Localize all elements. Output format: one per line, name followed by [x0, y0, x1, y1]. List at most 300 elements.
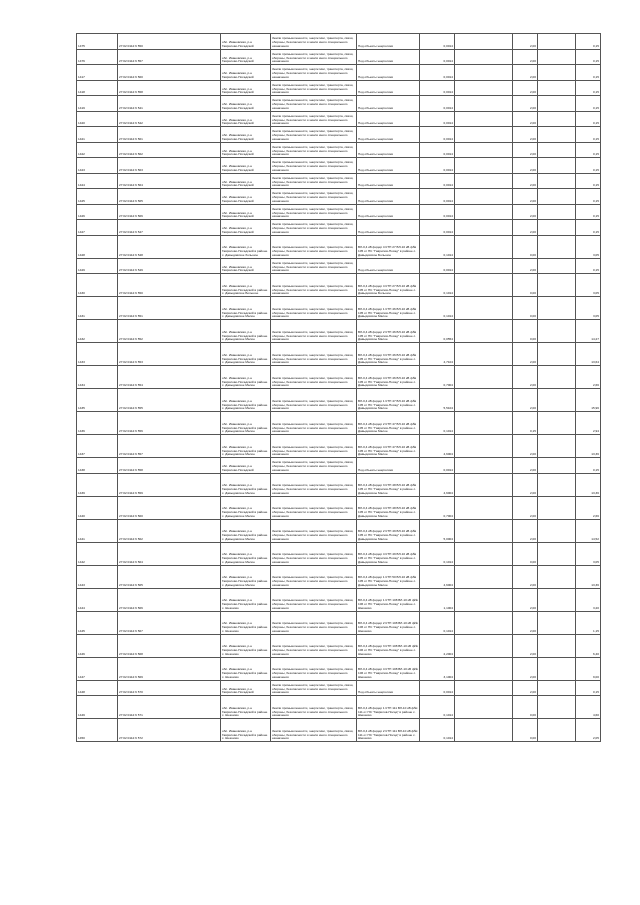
rate-cell: 2,00: [513, 49, 538, 65]
rate-cell: 2,00: [513, 588, 538, 611]
record-number-cell: 1427: [77, 220, 118, 236]
empty-cell: [538, 235, 576, 258]
rate-cell: 2,00: [513, 366, 538, 389]
record-number-cell: 1425: [77, 189, 118, 205]
permitted-use-cell: Под объекты энергетики: [357, 204, 420, 220]
rate-cell: 2,00: [513, 96, 538, 112]
land-category-cell: Земли промышленности, энергетики, транспорта, связи, обороны, безопасности и земли иного специального назначения: [271, 34, 357, 50]
address-cell: обл. Ивановская, р-н Гаврилово-Посадский: [221, 34, 271, 50]
table-row: [77, 235, 601, 258]
table-row: [77, 680, 601, 696]
address-cell: обл. Ивановская, р-н Гаврилово-Посадский: [221, 96, 271, 112]
cadastral-number-cell: 27:02:0112:6 557: [118, 435, 221, 458]
empty-cell: [455, 719, 513, 742]
record-number-cell: 1437: [77, 435, 118, 458]
rate-cell: 2,00: [513, 389, 538, 412]
area-cell: 1,1004: [420, 588, 455, 611]
rate-cell: 2,00: [513, 173, 538, 189]
cadastral-number-cell: 27:02:0112:6 558: [118, 80, 221, 96]
land-category-cell: Земли промышленности, энергетики, транспорта, связи, обороны, безопасности и земли иного специального назначения: [271, 634, 357, 657]
permitted-use-cell: ВЛ-0,4 кВ фидер 4 КТП 49 ВЛ-10 кВ ф№ 105 от ПС "Гаврилов-Посад" в районе с. Давыдовское Малое: [357, 542, 420, 565]
tax-amount-cell: 2,05: [576, 719, 601, 742]
permitted-use-cell: Под объекты энергетики: [357, 80, 420, 96]
area-cell: 4,6004: [420, 473, 455, 496]
address-cell: обл. Ивановская, р-н Гаврилово-Посадский в районе с. Давыдовское Малое: [221, 297, 271, 320]
empty-cell: [538, 634, 576, 657]
empty-cell: [455, 235, 513, 258]
area-cell: 0,1014: [420, 542, 455, 565]
table-row: [77, 389, 601, 412]
cadastral-number-cell: 27:02:0112:6 570: [118, 680, 221, 696]
table-row: [77, 519, 601, 542]
address-cell: обл. Ивановская, р-н Гаврилово-Посадский в районе с. Давыдовское Малое: [221, 565, 271, 588]
record-number-cell: 1430: [77, 274, 118, 297]
record-number-cell: 1424: [77, 173, 118, 189]
empty-cell: [538, 412, 576, 435]
cadastral-number-cell: 27:02:0112:6 561: [118, 127, 221, 143]
land-category-cell: Земли промышленности, энергетики, транспорта, связи, обороны, безопасности и земли иного специального назначения: [271, 235, 357, 258]
tax-amount-cell: 13,64: [576, 343, 601, 366]
empty-cell: [455, 158, 513, 174]
empty-cell: [455, 435, 513, 458]
empty-cell: [538, 389, 576, 412]
address-cell: обл. Ивановская, р-н Гаврилово-Посадский в районе с. Давыдовское Большое: [221, 274, 271, 297]
land-category-cell: Земли промышленности, энергетики, транспорта, связи, обороны, безопасности и земли иного специального назначения: [271, 220, 357, 236]
area-cell: 0,0014: [420, 127, 455, 143]
tax-amount-cell: 0,15: [576, 258, 601, 274]
tax-amount-cell: 0,15: [576, 158, 601, 174]
table-row: [77, 111, 601, 127]
record-number-cell: 1431: [77, 297, 118, 320]
area-cell: 0,1014: [420, 297, 455, 320]
empty-cell: [455, 542, 513, 565]
land-category-cell: Земли промышленности, энергетики, транспорта, связи, обороны, безопасности и земли иного специального назначения: [271, 519, 357, 542]
empty-cell: [538, 34, 576, 50]
record-number-cell: 1420: [77, 111, 118, 127]
land-register-table: [76, 33, 601, 742]
empty-cell: [538, 458, 576, 474]
empty-cell: [455, 588, 513, 611]
empty-cell: [455, 189, 513, 205]
address-cell: обл. Ивановская, р-н Гаврилово-Посадский: [221, 142, 271, 158]
record-number-cell: 1433: [77, 343, 118, 366]
permitted-use-cell: ВЛ-0,4 кВ фидер 3 КТП 46 ВЛ-10 кВ ф№ 105 от ПС "Гаврилов-Посад" в районе с. Давыдовское Малое: [357, 343, 420, 366]
address-cell: обл. Ивановская, р-н Гаврилово-Посадский: [221, 65, 271, 81]
cadastral-number-cell: 27:02:0112:6 565: [118, 189, 221, 205]
rate-cell: 2,00: [513, 204, 538, 220]
empty-cell: [455, 657, 513, 680]
record-number-cell: 1444: [77, 588, 118, 611]
cadastral-number-cell: 27:02:0112:6 549: [118, 258, 221, 274]
cadastral-number-cell: 27:02:0112:6 564: [118, 173, 221, 189]
address-cell: обл. Ивановская, р-н Гаврилово-Посадский: [221, 111, 271, 127]
rate-cell: 2,00: [513, 111, 538, 127]
empty-cell: [455, 320, 513, 343]
empty-cell: [455, 80, 513, 96]
address-cell: обл. Ивановская, р-н Гаврилово-Посадский в районе с. Шекшово: [221, 657, 271, 680]
table-row: [77, 657, 601, 680]
empty-cell: [538, 96, 576, 112]
tax-amount-cell: 14,27: [576, 320, 601, 343]
permitted-use-cell: Под объекты энергетики: [357, 34, 420, 50]
area-cell: 0,1014: [420, 412, 455, 435]
address-cell: обл. Ивановская, р-н Гаврилово-Посадский: [221, 158, 271, 174]
tax-amount-cell: 13,36: [576, 473, 601, 496]
area-cell: 0,0014: [420, 34, 455, 50]
table-row: [77, 96, 601, 112]
rate-cell: 2,00: [513, 258, 538, 274]
land-category-cell: Земли промышленности, энергетики, транспорта, связи, обороны, безопасности и земли иного специального назначения: [271, 343, 357, 366]
empty-cell: [538, 80, 576, 96]
tax-amount-cell: 14,52: [576, 519, 601, 542]
permitted-use-cell: Под объекты энергетики: [357, 65, 420, 81]
table-row: [77, 496, 601, 519]
table-row: [77, 297, 601, 320]
cadastral-number-cell: 27:02:0112:6 554: [118, 366, 221, 389]
cadastral-number-cell: 27:02:0112:6 552: [118, 320, 221, 343]
address-cell: обл. Ивановская, р-н Гаврилово-Посадский: [221, 127, 271, 143]
area-cell: 3,1004: [420, 657, 455, 680]
address-cell: обл. Ивановская, р-н Гаврилово-Посадский: [221, 173, 271, 189]
area-cell: 0,0014: [420, 220, 455, 236]
record-number-cell: 1448: [77, 680, 118, 696]
area-cell: 0,0014: [420, 158, 455, 174]
permitted-use-cell: ВЛ-0,4 кВ фидер 3 КТП 48 ВЛ-10 кВ ф№ 105 от ПС "Гаврилов-Посад" в районе с. Давыдовское Малое: [357, 473, 420, 496]
land-category-cell: Земли промышленности, энергетики, транспорта, связи, обороны, безопасности и земли иного специального назначения: [271, 611, 357, 634]
empty-cell: [455, 343, 513, 366]
land-category-cell: Земли промышленности, энергетики, транспорта, связи, обороны, безопасности и земли иного специального назначения: [271, 458, 357, 474]
tax-amount-cell: 3,05: [576, 297, 601, 320]
tax-amount-cell: 0,15: [576, 111, 601, 127]
area-cell: 4,7104: [420, 343, 455, 366]
rate-cell: 2,00: [513, 65, 538, 81]
rate-cell: 0,15: [513, 412, 538, 435]
tax-amount-cell: 13,36: [576, 565, 601, 588]
permitted-use-cell: ВЛ-0,4 кВ фидер 1 КТП 50 ВЛ-10 кВ ф№ 105 от ПС "Гаврилов-Посад" в районе с. Давыдовское Малое: [357, 565, 420, 588]
record-number-cell: 1443: [77, 565, 118, 588]
empty-cell: [455, 473, 513, 496]
rate-cell: 0,00: [513, 274, 538, 297]
table-row: [77, 366, 601, 389]
tax-amount-cell: 6,40: [576, 634, 601, 657]
tax-amount-cell: 0,15: [576, 173, 601, 189]
area-cell: 0,0014: [420, 173, 455, 189]
empty-cell: [455, 258, 513, 274]
land-category-cell: Земли промышленности, энергетики, транспорта, связи, обороны, безопасности и земли иного специального назначения: [271, 127, 357, 143]
address-cell: обл. Ивановская, р-н Гаврилово-Посадский: [221, 204, 271, 220]
cadastral-number-cell: 27:02:0112:6 569: [118, 657, 221, 680]
permitted-use-cell: Под объекты энергетики: [357, 220, 420, 236]
table-row: [77, 343, 601, 366]
empty-cell: [538, 611, 576, 634]
area-cell: 4,6004: [420, 565, 455, 588]
rate-cell: 2,00: [513, 343, 538, 366]
record-number-cell: 1440: [77, 496, 118, 519]
empty-cell: [538, 204, 576, 220]
tax-amount-cell: 3,20: [576, 588, 601, 611]
rate-cell: 0,00: [513, 719, 538, 742]
land-category-cell: Земли промышленности, энергетики, транспорта, связи, обороны, безопасности и земли иного специального назначения: [271, 258, 357, 274]
address-cell: обл. Ивановская, р-н Гаврилово-Посадский в районе с. Шекшово: [221, 696, 271, 719]
empty-cell: [455, 366, 513, 389]
permitted-use-cell: ВЛ-0,4 кВ фидер 2 КТП 49 ВЛ-10 кВ ф№ 105 от ПС "Гаврилов-Посад" в районе с. Давыдовское Малое: [357, 519, 420, 542]
land-category-cell: Земли промышленности, энергетики, транспорта, связи, обороны, безопасности и земли иного специального назначения: [271, 719, 357, 742]
empty-cell: [455, 297, 513, 320]
record-number-cell: 1438: [77, 458, 118, 474]
cadastral-number-cell: 27:02:0112:6 557: [118, 49, 221, 65]
tax-amount-cell: 3,05: [576, 542, 601, 565]
table-row: [77, 158, 601, 174]
table-row: [77, 588, 601, 611]
address-cell: обл. Ивановская, р-н Гаврилово-Посадский в районе с. Шекшово: [221, 611, 271, 634]
land-category-cell: Земли промышленности, энергетики, транспорта, связи, обороны, безопасности и земли иного специального назначения: [271, 320, 357, 343]
table-row: [77, 565, 601, 588]
record-number-cell: 1418: [77, 80, 118, 96]
cadastral-number-cell: 27:02:0112:6 547: [118, 220, 221, 236]
permitted-use-cell: ВЛ-0,4 кВ фидер 4 КТП 46 ВЛ-10 кВ ф№ 105 от ПС "Гаврилов-Посад" в районе с. Давыдовское Малое: [357, 366, 420, 389]
tax-amount-cell: 13,36: [576, 435, 601, 458]
cadastral-number-cell: 27:02:0112:6 551: [118, 297, 221, 320]
rate-cell: 2,00: [513, 458, 538, 474]
land-category-cell: Земли промышленности, энергетики, транспорта, связи, обороны, безопасности и земли иного специального назначения: [271, 96, 357, 112]
empty-cell: [455, 389, 513, 412]
tax-amount-cell: 0,15: [576, 204, 601, 220]
area-cell: 0,1014: [420, 719, 455, 742]
address-cell: обл. Ивановская, р-н Гаврилово-Посадский в районе с. Давыдовское Малое: [221, 473, 271, 496]
record-number-cell: 1475: [77, 34, 118, 50]
area-cell: 0,0014: [420, 204, 455, 220]
land-category-cell: Земли промышленности, энергетики, транспорта, связи, обороны, безопасности и земли иного специального назначения: [271, 435, 357, 458]
rate-cell: 2,00: [513, 565, 538, 588]
cadastral-number-cell: 27:02:0112:6 555: [118, 389, 221, 412]
address-cell: обл. Ивановская, р-н Гаврилово-Посадский: [221, 680, 271, 696]
empty-cell: [538, 343, 576, 366]
cadastral-number-cell: 27:02:0112:6 562: [118, 142, 221, 158]
address-cell: обл. Ивановская, р-н Гаврилово-Посадский в районе с. Шекшово: [221, 634, 271, 657]
table-row: [77, 49, 601, 65]
permitted-use-cell: ВЛ-0,4 кВ фидер 2 КТП 108 ВЛ-10 кВ ф№ 106 от ПС "Гаврилов-Посад" в районе с. Шекшово: [357, 611, 420, 634]
empty-cell: [538, 65, 576, 81]
cadastral-number-cell: 27:02:0112:6 567: [118, 611, 221, 634]
address-cell: обл. Ивановская, р-н Гаврилово-Посадский в районе с. Давыдовское Малое: [221, 389, 271, 412]
land-category-cell: Земли промышленности, энергетики, транспорта, связи, обороны, безопасности и земли иного специального назначения: [271, 412, 357, 435]
address-cell: обл. Ивановская, р-н Гаврилово-Посадский: [221, 220, 271, 236]
cadastral-number-cell: 27:02:0112:6 568: [118, 634, 221, 657]
land-category-cell: Земли промышленности, энергетики, транспорта, связи, обороны, безопасности и земли иного специального назначения: [271, 588, 357, 611]
rate-cell: 2,00: [513, 189, 538, 205]
area-cell: 0,0014: [420, 258, 455, 274]
record-number-cell: 1446: [77, 634, 118, 657]
empty-cell: [538, 127, 576, 143]
record-number-cell: 1449: [77, 696, 118, 719]
permitted-use-cell: ВЛ-0,4 кВ фидер 2 КТП 111 ВЛ-10 кВ ф№ 111 от ПС "Гаврилов-Посад" в районе с. Шекшово: [357, 719, 420, 742]
rate-cell: 2,00: [513, 680, 538, 696]
permitted-use-cell: Под объекты энергетики: [357, 158, 420, 174]
record-number-cell: 1417: [77, 65, 118, 81]
table-row: [77, 696, 601, 719]
land-category-cell: Земли промышленности, энергетики, транспорта, связи, обороны, безопасности и земли иного специального назначения: [271, 173, 357, 189]
permitted-use-cell: Под объекты энергетики: [357, 189, 420, 205]
empty-cell: [538, 189, 576, 205]
permitted-use-cell: ВЛ-0,4 кВ фидер 1 КТП 111 ВЛ-10 кВ ф№ 111 от ПС "Гаврилов-Посад" в районе с. Шекшово: [357, 696, 420, 719]
tax-amount-cell: 0,15: [576, 458, 601, 474]
tax-amount-cell: 0,15: [576, 34, 601, 50]
empty-cell: [455, 611, 513, 634]
tax-amount-cell: 0,15: [576, 65, 601, 81]
area-cell: 0,0554: [420, 320, 455, 343]
permitted-use-cell: ВЛ-0,4 кВ фидер 4 КТП 108 ВЛ-10 кВ ф№ 106 от ПС "Гаврилов-Посад" в районе с. Шекшово: [357, 657, 420, 680]
address-cell: обл. Ивановская, р-н Гаврилово-Посадский в районе с. Давыдовское Малое: [221, 496, 271, 519]
area-cell: 0,0014: [420, 458, 455, 474]
empty-cell: [455, 274, 513, 297]
rate-cell: 0,00: [513, 320, 538, 343]
address-cell: обл. Ивановская, р-н Гаврилово-Посадский в районе с. Давыдовское Малое: [221, 542, 271, 565]
tax-amount-cell: 0,15: [576, 96, 601, 112]
cadastral-number-cell: 27:02:0112:6 559: [118, 473, 221, 496]
cadastral-number-cell: 27:02:0112:6 565: [118, 565, 221, 588]
tax-amount-cell: 0,15: [576, 189, 601, 205]
area-cell: 0,0014: [420, 65, 455, 81]
cadastral-number-cell: 27:02:0112:6 553: [118, 343, 221, 366]
record-number-cell: 1441: [77, 519, 118, 542]
area-cell: 0,0014: [420, 680, 455, 696]
empty-cell: [538, 496, 576, 519]
empty-cell: [538, 274, 576, 297]
rate-cell: 2,00: [513, 158, 538, 174]
area-cell: 0,1014: [420, 274, 455, 297]
area-cell: 0,7004: [420, 366, 455, 389]
table-row: [77, 34, 601, 50]
area-cell: 5,0004: [420, 519, 455, 542]
rate-cell: 2,00: [513, 220, 538, 236]
permitted-use-cell: ВЛ-0,4 кВ фидер 1 КТП 47 ВЛ-10 кВ ф№ 105 от ПС "Гаврилов-Посад" в районе с. Давыдовское Малое: [357, 389, 420, 412]
cadastral-number-cell: 27:02:0112:6 572: [118, 719, 221, 742]
land-category-cell: Земли промышленности, энергетики, транспорта, связи, обороны, безопасности и земли иного специального назначения: [271, 274, 357, 297]
area-cell: 0,1014: [420, 696, 455, 719]
land-category-cell: Земли промышленности, энергетики, транспорта, связи, обороны, безопасности и земли иного специального назначения: [271, 542, 357, 565]
rate-cell: 2,00: [513, 142, 538, 158]
table-row: [77, 189, 601, 205]
area-cell: 0,0014: [420, 80, 455, 96]
cadastral-number-cell: 27:02:0112:6 558: [118, 458, 221, 474]
tax-amount-cell: 0,15: [576, 680, 601, 696]
address-cell: обл. Ивановская, р-н Гаврилово-Посадский в районе с. Давыдовское большое: [221, 235, 271, 258]
land-category-cell: Земли промышленности, энергетики, транспорта, связи, обороны, безопасности и земли иного специального назначения: [271, 565, 357, 588]
empty-cell: [455, 496, 513, 519]
empty-cell: [538, 258, 576, 274]
permitted-use-cell: ВЛ-0,4 кВ фидер 2 КТП 47 ВЛ-10 кВ ф№ 105 от ПС "Гаврилов-Посад" в районе с. Давыдовское Малое: [357, 412, 420, 435]
cadastral-number-cell: 27:02:0112:6 548: [118, 235, 221, 258]
empty-cell: [538, 297, 576, 320]
empty-cell: [538, 142, 576, 158]
rate-cell: 2,00: [513, 127, 538, 143]
cadastral-number-cell: 27:02:0112:6 571: [118, 696, 221, 719]
rate-cell: 2,00: [513, 473, 538, 496]
empty-cell: [538, 657, 576, 680]
address-cell: обл. Ивановская, р-н Гаврилово-Посадский в районе с. Давыдовское Малое: [221, 435, 271, 458]
address-cell: обл. Ивановская, р-н Гаврилово-Посадский: [221, 258, 271, 274]
tax-amount-cell: 1,15: [576, 611, 601, 634]
record-number-cell: 1476: [77, 49, 118, 65]
record-number-cell: 1450: [77, 719, 118, 742]
empty-cell: [538, 473, 576, 496]
cadastral-number-cell: 27:02:0112:6 550: [118, 274, 221, 297]
permitted-use-cell: Под объекты энергетики: [357, 111, 420, 127]
table-row: [77, 458, 601, 474]
record-number-cell: 1439: [77, 473, 118, 496]
record-number-cell: 1432: [77, 320, 118, 343]
cadastral-number-cell: 27:02:0112:6 556: [118, 412, 221, 435]
tax-amount-cell: 4,60: [576, 696, 601, 719]
permitted-use-cell: Под объекты энергетики: [357, 49, 420, 65]
tax-amount-cell: 3,05: [576, 235, 601, 258]
table-row: [77, 258, 601, 274]
empty-cell: [455, 412, 513, 435]
empty-cell: [455, 96, 513, 112]
tax-amount-cell: 0,15: [576, 220, 601, 236]
address-cell: обл. Ивановская, р-н Гаврилово-Посадский в районе с. Давыдовское Малое: [221, 412, 271, 435]
rate-cell: 2,00: [513, 496, 538, 519]
address-cell: обл. Ивановская, р-н Гаврилово-Посадский в районе с. Шекшово: [221, 588, 271, 611]
empty-cell: [538, 435, 576, 458]
empty-cell: [455, 458, 513, 474]
empty-cell: [538, 719, 576, 742]
area-cell: 2,2004: [420, 634, 455, 657]
rate-cell: 0,00: [513, 235, 538, 258]
land-category-cell: Земли промышленности, энергетики, транспорта, связи, обороны, безопасности и земли иного специального назначения: [271, 65, 357, 81]
empty-cell: [455, 220, 513, 236]
land-category-cell: Земли промышленности, энергетики, транспорта, связи, обороны, безопасности и земли иного специального назначения: [271, 189, 357, 205]
tax-amount-cell: 2,66: [576, 366, 601, 389]
table-row: [77, 473, 601, 496]
cadastral-number-cell: 27:02:0112:6 560: [118, 65, 221, 81]
cadastral-number-cell: 27:02:0112:6 562: [118, 519, 221, 542]
empty-cell: [538, 173, 576, 189]
address-cell: обл. Ивановская, р-н Гаврилово-Посадский в районе с. Шекшово: [221, 719, 271, 742]
cadastral-number-cell: 27:02:0112:6 550: [118, 34, 221, 50]
empty-cell: [538, 542, 576, 565]
permitted-use-cell: Под объекты энергетики: [357, 458, 420, 474]
area-cell: 0,7004: [420, 496, 455, 519]
rate-cell: 0,00: [513, 542, 538, 565]
table-row: [77, 719, 601, 742]
address-cell: обл. Ивановская, р-н Гаврилово-Посадский: [221, 458, 271, 474]
address-cell: обл. Ивановская, р-н Гаврилово-Посадский в районе с. Давыдовское Малое: [221, 320, 271, 343]
empty-cell: [455, 680, 513, 696]
empty-cell: [455, 634, 513, 657]
tax-amount-cell: 15,96: [576, 389, 601, 412]
empty-cell: [455, 49, 513, 65]
cadastral-number-cell: 27:02:0112:6 560: [118, 496, 221, 519]
land-category-cell: Земли промышленности, энергетики, транспорта, связи, обороны, безопасности и земли иного специального назначения: [271, 389, 357, 412]
record-number-cell: 1445: [77, 611, 118, 634]
land-category-cell: Земли промышленности, энергетики, транспорта, связи, обороны, безопасности и земли иного специального назначения: [271, 366, 357, 389]
land-category-cell: Земли промышленности, энергетики, транспорта, связи, обороны, безопасности и земли иного специального назначения: [271, 696, 357, 719]
record-number-cell: 1419: [77, 96, 118, 112]
table-row: [77, 611, 601, 634]
rate-cell: 2,00: [513, 657, 538, 680]
empty-cell: [455, 204, 513, 220]
address-cell: обл. Ивановская, р-н Гаврилово-Посадский в районе с. Давыдовское Малое: [221, 366, 271, 389]
empty-cell: [455, 34, 513, 50]
empty-cell: [538, 519, 576, 542]
permitted-use-cell: ВЛ-0,4 кВ фидер 1 КТП 46 ВЛ-10 кВ ф№ 105 от ПС "Гаврилов-Посад" в районе с. Давыдовское Малое: [357, 297, 420, 320]
tax-amount-cell: 2,94: [576, 412, 601, 435]
record-number-cell: 1436: [77, 412, 118, 435]
record-number-cell: 1423: [77, 158, 118, 174]
table-row: [77, 435, 601, 458]
tax-amount-cell: 0,15: [576, 142, 601, 158]
